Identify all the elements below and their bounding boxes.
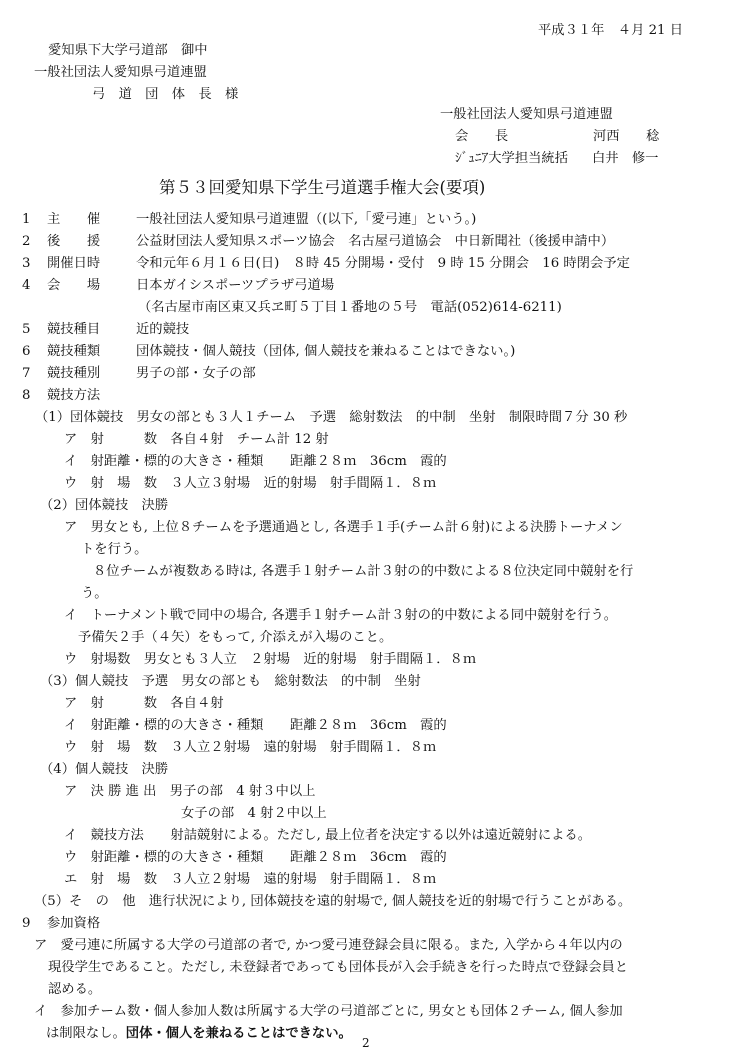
item-number: 3 (22, 256, 31, 271)
item-label: 参加資格 (47, 916, 101, 931)
item-number: 2 (22, 234, 31, 249)
item-text: 令和元年６月１６日(日) ８時 45 分開場・受付 9 時 15 分開会 16 時閉会予定 (136, 256, 630, 271)
method-1-u: ウ 射 場 数 ３人立３射場 近的射場 射手間隔１．８ｍ (64, 476, 437, 491)
item-number: 7 (22, 366, 31, 381)
eligibility-a-line-3: 認める。 (48, 982, 102, 997)
method-1-i: イ 射距離・標的の大きさ・種類 距離２８ｍ 36cm 霞的 (64, 454, 447, 469)
method-3-a: ア 射 数 各自４射 (64, 696, 224, 711)
sender-president-name: 河西 稔 (593, 129, 660, 144)
recipient-line-1: 愛知県下大学弓道部 御中 (48, 43, 208, 58)
item-text: 近的競技 (136, 322, 190, 337)
method-1-heading: （1）団体競技 男女の部とも３人１チーム 予選 総射数法 的中制 坐射 制限時間７分 30 秒 (35, 410, 628, 425)
page-number: 2 (362, 1036, 370, 1050)
method-3-heading: （3）個人競技 予選 男女の部とも 総射数法 的中制 坐射 (40, 674, 421, 689)
item-label: 競技種目 (47, 322, 101, 337)
method-3-i: イ 射距離・標的の大きさ・種類 距離２８ｍ 36cm 霞的 (64, 718, 447, 733)
method-4-u: ウ 射距離・標的の大きさ・種類 距離２８ｍ 36cm 霞的 (64, 850, 447, 865)
eligibility-i-bold: 団体・個人を兼ねることはできない。 (125, 1026, 352, 1041)
method-1-a: ア 射 数 各自４射 チーム計 12 射 (64, 432, 329, 447)
method-4-heading: （4）個人競技 決勝 (40, 762, 169, 777)
method-2-a-line-2: トを行う。 (81, 542, 148, 557)
document-date: 平成３１年 ４月 21 日 (538, 23, 684, 38)
method-2-i-line-2: 予備矢２手（４矢）をもって, 介添えが入場のこと。 (78, 630, 393, 645)
recipient-line-3: 弓 道 団 体 長 様 (92, 87, 239, 102)
item-number: 9 (22, 916, 31, 931)
item-label: 開催日時 (47, 256, 101, 271)
venue-address: （名古屋市南区東又兵ヱ町５丁目１番地の５号 電話(052)614-6211) (138, 300, 562, 315)
method-2-a-line-4: う。 (81, 586, 108, 601)
recipient-line-2: 一般社団法人愛知県弓道連盟 (34, 65, 207, 80)
eligibility-a-line-1: ア 愛弓連に所属する大学の弓道部の者で, かつ愛弓連登録会員に限る。また, 入学から４年以内の (34, 938, 623, 953)
eligibility-i-line-2 (46, 1025, 352, 1042)
method-2-i-line-1: イ トーナメント戦で同中の場合, 各選手１射チーム計３射の的中数による同中競射を行う。 (64, 608, 618, 623)
method-5-other: （5）そ の 他 進行状況により, 団体競技を遠的射場で, 個人競技を近的射場で行うことがある。 (34, 894, 632, 909)
item-number: 1 (22, 212, 31, 227)
method-2-u: ウ 射場数 男女とも３人立 ２射場 近的射場 射手間隔１．８ｍ (64, 652, 477, 667)
method-2-a-line-3: ８位チームが複数ある時は, 各選手１射チーム計３射の的中数による８位決定同中競射を行 (93, 564, 634, 579)
method-2-heading: （2）団体競技 決勝 (40, 498, 169, 513)
item-label: 主 催 (47, 212, 101, 227)
item-text: 団体競技・個人競技（団体, 個人競技を兼ねることはできない。) (136, 344, 516, 359)
eligibility-i-plain: は制限なし。 (46, 1026, 126, 1041)
document-title: 第５３回愛知県下学生弓道選手権大会(要項) (159, 178, 486, 197)
method-2-a-line-1: ア 男女とも, 上位８チームを予選通過とし, 各選手１手(チーム計６射)による決勝トーナメン (64, 520, 623, 535)
eligibility-i-line-1: イ 参加チーム数・個人参加人数は所属する大学の弓道部ごとに, 男女とも団体２チーム, 個人参加 (34, 1004, 623, 1019)
item-label: 競技種別 (47, 366, 101, 381)
sender-junior-name: 白井 修一 (592, 151, 659, 166)
item-text: 一般社団法人愛知県弓道連盟（(以下,「愛弓連」という。) (136, 212, 477, 227)
item-label: 競技種類 (47, 344, 101, 359)
item-text: 公益財団法人愛知県スポーツ協会 名古屋弓道協会 中日新聞社（後援申請中） (136, 234, 615, 249)
item-number: 8 (22, 388, 31, 403)
item-label: 後 援 (47, 234, 101, 249)
sender-junior-title: ｼﾞｭﾆｱ大学担当統括 (455, 151, 569, 166)
item-number: 5 (22, 322, 31, 337)
method-3-u: ウ 射 場 数 ３人立２射場 遠的射場 射手間隔１．８ｍ (64, 740, 437, 755)
item-number: 6 (22, 344, 31, 359)
item-text: 日本ガイシスポーツプラザ弓道場 (136, 278, 335, 293)
sender-president-title: 会 長 (455, 129, 509, 144)
item-label: 会 場 (47, 278, 101, 293)
method-4-a-line-1: ア 決 勝 進 出 男子の部 4 射３中以上 (64, 784, 316, 799)
item-number: 4 (22, 278, 31, 293)
item-label: 競技方法 (47, 388, 101, 403)
method-4-i: イ 競技方法 射詰競射による。ただし, 最上位者を決定する以外は遠近競射による。 (64, 828, 592, 843)
item-text: 男子の部・女子の部 (136, 366, 256, 381)
method-4-e: エ 射 場 数 ３人立２射場 遠的射場 射手間隔１．８ｍ (64, 872, 437, 887)
method-4-a-line-2: 女子の部 4 射２中以上 (181, 806, 327, 821)
eligibility-a-line-2: 現役学生であること。ただし, 未登録者であっても団体長が入会手続きを行った時点で登録会員と (48, 960, 629, 975)
sender-org: 一般社団法人愛知県弓道連盟 (440, 107, 613, 122)
